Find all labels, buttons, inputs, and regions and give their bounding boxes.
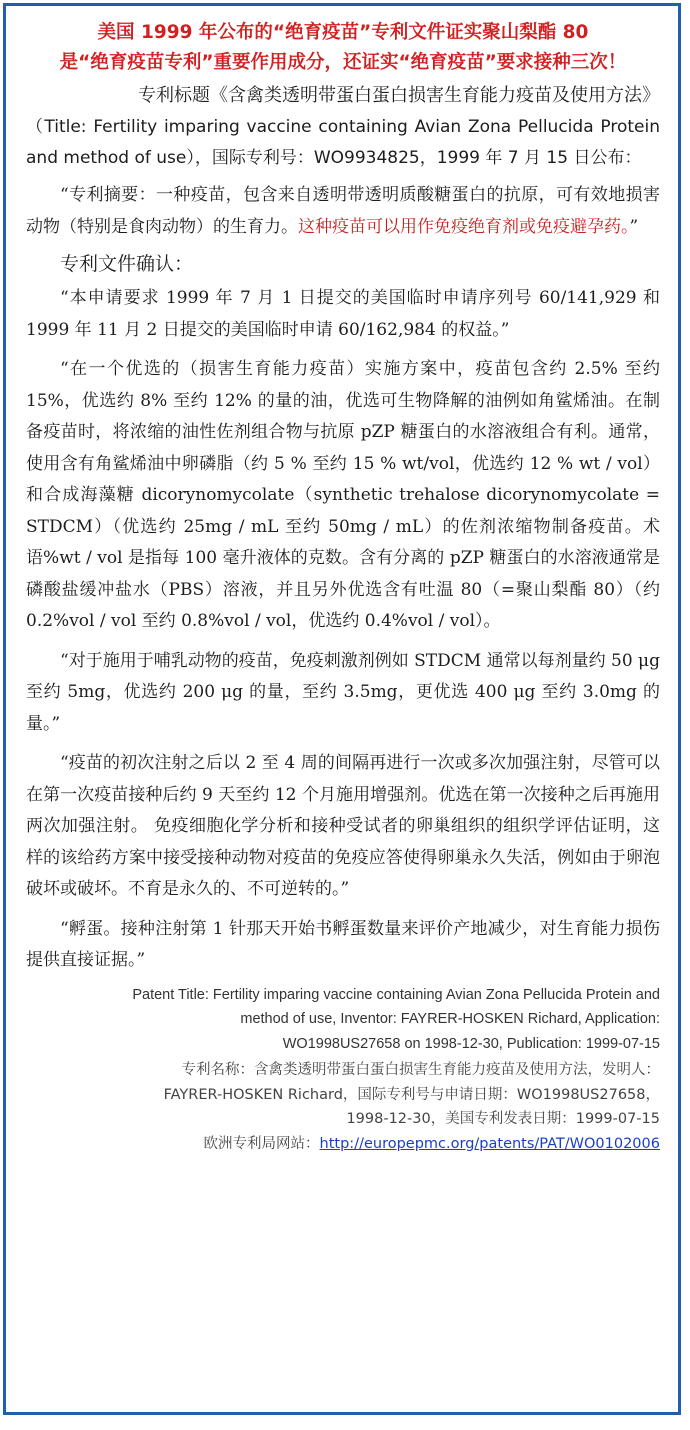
- paragraph-hatching: “孵蛋。接种注射第 1 针那天开始书孵蛋数量来评价产地减少，对生育能力损伤提供直接证据。”: [26, 918, 660, 970]
- abstract-text: “专利摘要：一种疫苗，包含来自透明带透明质酸糖蛋白的抗原，可有效地损害动物（特别是食肉动物）的生育力。: [26, 185, 660, 237]
- footer-site-line: [26, 1132, 660, 1157]
- patent-title-cn: 专利标题《含禽类透明带蛋白蛋白损害生育能力疫苗及使用方法》: [138, 85, 660, 106]
- footer-en-line-1: Patent Title: Fertility imparing vaccine containing Avian Zona Pellucida Protein and: [132, 986, 660, 1003]
- patent-site-link[interactable]: http://europepmc.org/patents/PAT/WO0102006: [319, 1135, 660, 1152]
- paragraph-booster: “疫苗的初次注射之后以 2 至 4 周的间隔再进行一次或多次加强注射，尽管可以在第一次疫苗接种后约 9 天至约 12 个月施用增强剂。优选在第一次接种之后再施用两次加强注射。 免疫细胞化学分析和接种受试者的卵巢组织的组织学评估证明，这样的该给药方案中接受接种动物对疫苗的免疫应答使得卵巢永久失活，例如由于卵泡破坏或破坏。不育是永久的、不可逆转的。”: [26, 753, 660, 899]
- patent-abstract: [26, 180, 660, 243]
- abstract-close-quote: ”: [629, 216, 639, 237]
- footer-english: [26, 983, 660, 1057]
- confirm-heading: 专利文件确认：: [60, 253, 194, 275]
- footer-en-line-3: WO1998US27658 on 1998-12-30, Publication: 1999-07-15: [282, 1035, 660, 1052]
- document-card: [3, 3, 681, 1415]
- footer-en-line-2: method of use, Inventor: FAYRER-HOSKEN Richard, Application:: [240, 1011, 660, 1027]
- footer-cn-line-3: 1998-12-30，美国专利发表日期：1999-07-15: [346, 1111, 660, 1127]
- headline-line-1: 美国 1999 年公布的“绝育疫苗”专利文件证实聚山梨酯 80: [97, 22, 589, 43]
- headline-line-2: 是“绝育疫苗专利”重要作用成分，还证实“绝育疫苗”要求接种三次！: [59, 52, 627, 73]
- site-label: 欧洲专利局网站：: [203, 1135, 320, 1152]
- paragraph-priority-claim: “本申请要求 1999 年 7 月 1 日提交的美国临时申请序列号 60/141,929 和 1999 年 11 月 2 日提交的美国临时申请 60/162,984 的权益。”: [26, 288, 660, 340]
- footer-cn-line-1: 专利名称：含禽类透明带蛋白蛋白损害生育能力疫苗及使用方法，发明人：: [181, 1062, 660, 1078]
- abstract-highlight: 这种疫苗可以用作免疫绝育剂或免疫避孕药。: [298, 216, 630, 237]
- patent-title-line: [26, 80, 660, 112]
- paragraph-adjuvant: “在一个优选的（损害生育能力疫苗）实施方案中，疫苗包含约 2.5% 至约 15%，优选约 8% 至约 12% 的量的油，优选可生物降解的油例如角鲨烯油。在制备疫苗时，将浓缩的油性佐剂组合物与抗原 pZP 糖蛋白的水溶液组合有利。通常，使用含有角鲨烯油中卵磷脂（约 5 % 至约 15 % wt/vol，优选约 12 % wt / vol）和合成海藻糖 dicorynomycolate（synthetic trehalose dicorynomycolate = STDCM）（优选约 25mg / mL 至约 50mg / mL）的佐剂浓缩物制备疫苗。术语%wt / vol 是指每 100 毫升液体的克数。含有分离的 pZP 糖蛋白的水溶液通常是磷酸盐缓冲盐水（PBS）溶液，并且另外优选含有吐温 80（=聚山梨酯 80）（约 0.2%vol / vol 至约 0.8%vol / vol，优选约 0.4%vol / vol）。: [26, 359, 660, 631]
- paragraph-dosage: “对于施用于哺乳动物的疫苗，免疫刺激剂例如 STDCM 通常以每剂量约 50 μg 至约 5mg，优选约 200 μg 的量，至约 3.5mg，更优选 400 μg 至约 3.0mg 的量。”: [26, 650, 660, 734]
- footer-chinese: [26, 1058, 660, 1156]
- footer-cn-line-2: FAYRER-HOSKEN Richard，国际专利号与申请日期：WO1998US27658，: [163, 1086, 660, 1103]
- patent-title-details: （Title: Fertility imparing vaccine containing Avian Zona Pellucida Protein and method of use），国际专利号：WO9934825，1999 年 7 月 15 日公布：: [26, 117, 660, 168]
